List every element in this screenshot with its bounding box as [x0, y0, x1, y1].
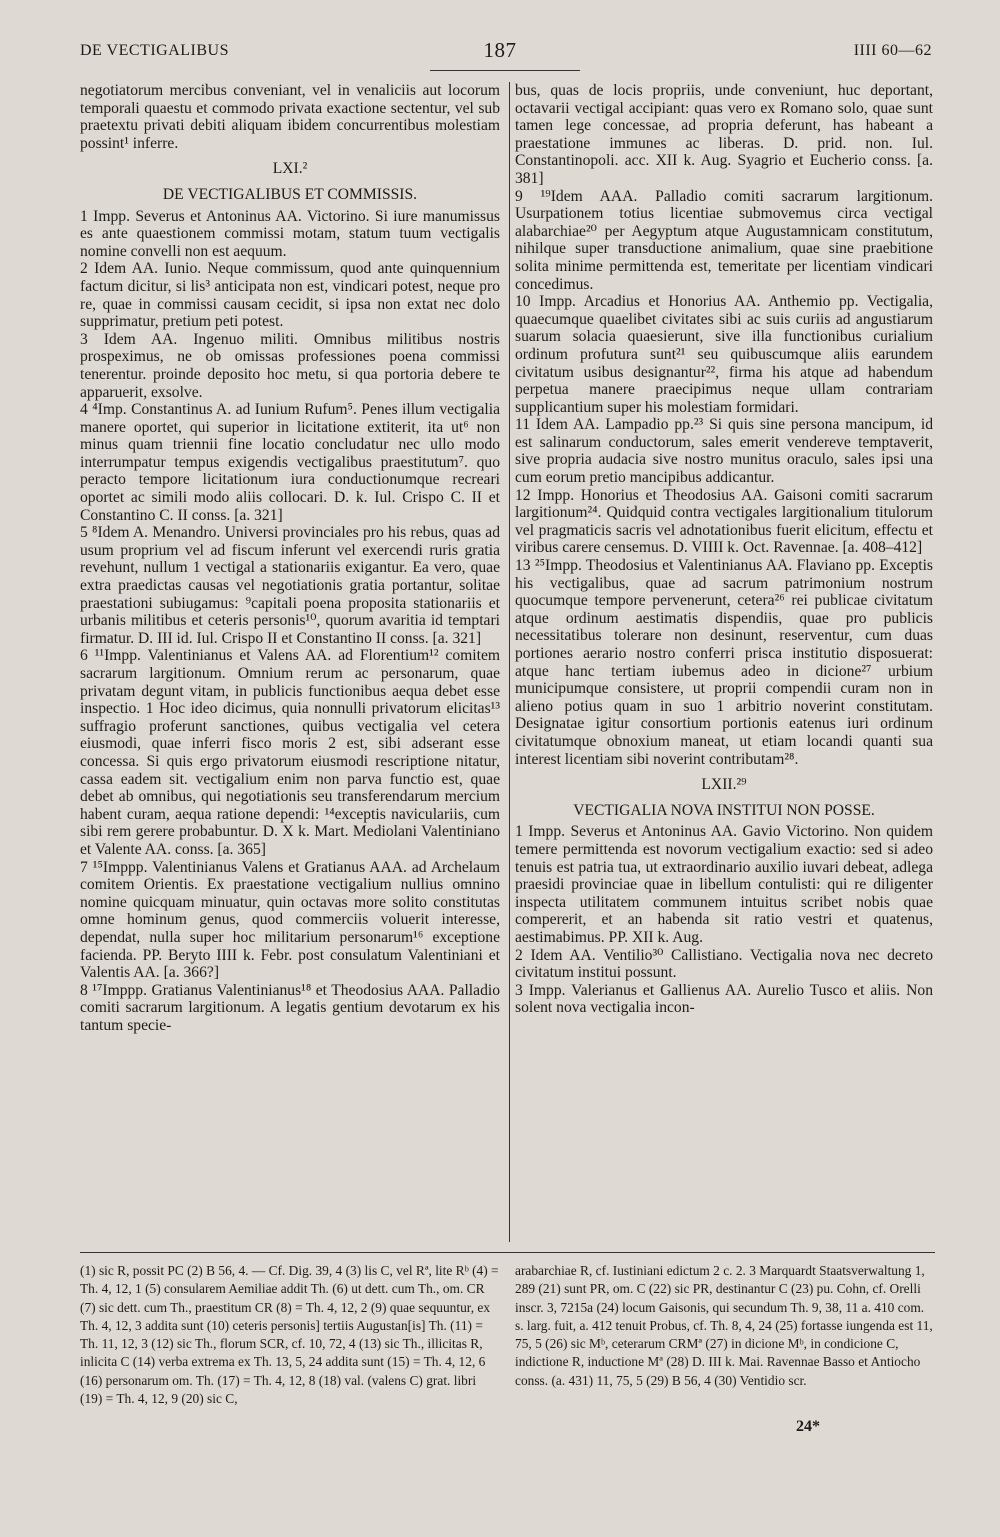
footnotes-left	[80, 1262, 500, 1408]
column-divider	[509, 82, 510, 1242]
paragraph: 10 Impp. Arcadius et Honorius AA. Anthemio pp. Vectigalia, quaecumque quaelibet civitates sibi ac suis curiis ad angustiarum suarum solacia quaesierunt, sive illa functionibus curialium ordinum profutura sunt²¹ seu quibuscumque aliis earundem civitatum usibus designantur²², firma his atque ad habendum perpetua manere praecipimus neque ullam contrariam supplicantium super his molestiam formidari.	[515, 293, 933, 416]
footnote-text: (1) sic R, possit PC (2) B 56, 4. — Cf. Dig. 39, 4 (3) lis C, vel Rª, lite Rᵇ (4) = Th. 4, 12, 1 (5) consularem Aemiliae addit Th. (6) ut dett. cum Th., om. CR (7) sic dett. cum Th., praestitum CR (8) = Th. 4, 12, 2 (9) quae sequuntur, ex Th. 4, 12, 3 addita sunt (10) ceteris personis] tertiis Augustan[is] Th. (11) = Th. 11, 12, 3 (12) sic Th., florum SCR, cf. 10, 72, 4 (13) sic Th., illicitas R, inlicita C (14) verba extrema ex Th. 13, 5, 24 addita sunt (15) = Th. 4, 12, 6 (16) personarum om. Th. (17) = Th. 4, 12, 8 (18) val. (valens C) grat. libri (19) = Th. 4, 12, 9 (20) sic C,	[80, 1263, 499, 1407]
paragraph: negotiatorum mercibus conveniant, vel in venaliciis aut locorum temporali quaestu et commodo privata exactione sectentur, vel sub praetextu privati debiti aliquam ibidem concurrentibus molestiam possint¹ inferre.	[80, 82, 500, 152]
paragraph: 11 Idem AA. Lampadio pp.²³ Si quis sine persona mancipum, id est salinarum conductorum, sales emerit vendereve temptaverit, sive propria audacia sive nostro munitus oraculo, sales ipsi una cum eorum pretio mancipibus addicantur.	[515, 416, 933, 487]
section-heading: LXI.²	[272, 160, 308, 178]
paragraph: 3 Impp. Valerianus et Gallienus AA. Aurelio Tusco et aliis. Non solent nova vectigalia incon-	[515, 981, 933, 1017]
paragraph: 2 Idem AA. Iunio. Neque commissum, quod ante quinquennium factum dicitur, si lis³ anticipata non est, vindicari potest, neque pro re, quae in commissi causam cecidit, si ipsa non extat nec dolo supprimatur, pretium peti potest.	[80, 260, 500, 331]
paragraph: 1 Impp. Severus et Antoninus AA. Victorino. Si iure manumissus es ante quaestionem commissi motam, statum tuum vectigalis nomine convelli non est aequum.	[80, 207, 500, 260]
footnote-rule	[80, 1252, 935, 1253]
header-rule	[430, 70, 580, 71]
paragraph: 12 Impp. Honorius et Theodosius AA. Gaisoni comiti sacrarum largitionum²⁴. Quidquid contra vectigales largitionalium titulorum vel pragmaticis sacris vel adnotationibus fuerit elicitum, effectu et viribus carere censemus. D. VIIII k. Oct. Ravennae. [a. 408–412]	[515, 486, 933, 557]
running-head-right: IIII 60—62	[853, 42, 932, 59]
paragraph: 6 ¹¹Impp. Valentinianus et Valens AA. ad Florentium¹² comitem sacrarum largitionum. Omnium rerum ac personarum, quae privatam degunt vitam, in publicis functionibus aequa debet esse inspectio. 1 Hoc ideo dicimus, quia nonnulli privatorum elicitas¹³ suffragio proferunt sanctiones, quibus vectigalia vel cetera eiusmodi, quae inferri fisco moris 2 est, sibi adserant esse concessa. Si quis ergo privatorum eiusmodi rescriptione nitatur, cassa eadem sit. vectigalium enim non parva functio est, quae debet ab omnibus, qui negotiationis seu transferendarum mercium habent curam, aequa ratione dependi: ¹⁴exceptis naviculariis, cum sibi rem gerere probabuntur. D. X k. Mart. Mediolani Valentiniano et Valente AA. conss. [a. 365]	[80, 647, 500, 858]
footnotes-right	[515, 1262, 933, 1390]
section-heading: LXII.²⁹	[701, 776, 747, 794]
paragraph: 9 ¹⁹Idem AAA. Palladio comiti sacrarum largitionum. Usurpationem totius licentiae submovemus circa vectigal alabarchiae²⁰ per Aegyptum atque Augustamnicam constitutum, nihilque super transductione animalium, quae sine praebitione solita minime permittenda est, temeritate per licentiam vindicari concedimus.	[515, 187, 933, 293]
section-heading: DE VECTIGALIBUS ET COMMISSIS.	[162, 185, 418, 203]
page-number: 187	[483, 38, 517, 62]
right-column	[515, 82, 933, 1017]
paragraph: 1 Impp. Severus et Antoninus AA. Gavio Victorino. Non quidem temere permittenda est novorum vectigalium exactio: sed si adeo tenuis est patria tua, ut extraordinario auxilio iuvari debeat, adlega praesidi provinciae quae in libellum contulisti: qui re diligenter inspecta utilitatem communem intuitus scribet nobis quae compererit, et an habenda sit ratio vestri et quatenus, aestimabimus. PP. XII k. Aug.	[515, 823, 933, 946]
running-head-left: DE VECTIGALIBUS	[80, 42, 229, 59]
paragraph: 13 ²⁵Impp. Theodosius et Valentinianus AA. Flaviano pp. Exceptis his vectigalibus, quae ad sacrum patrimonium nostrum quocumque tempore pervenerunt, cetera²⁶ rei publicae civitatum atque ordinum aestimatis dispendiis, quae pro publicis necessitatibus tolerare non desinunt, reserventur, cum duas portiones aerario nostro conferri prisca institutio disposuerat: atque hanc tertiam iubemus adeo in dicione²⁷ urbium municipumque consistere, ut proprii compendii curam non in alieno potius quam in suo 1 arbitrio noverint constitutam. Designatae igitur consortium portionis eatenus iuri ordinum civitatumque obnoxium maneat, ut etiam locandi quanti sua interest licentiam sibi noverint contributam²⁸.	[515, 557, 933, 768]
paragraph: bus, quas de locis propriis, unde conveniunt, huc deportant, octavarii vectigal accipiant: quas vero ex Romano solo, quae sunt tamen lege concessae, ad propria deferunt, has habeant a praestatione immunes ac liberas. D. prid. non. Iul. Constantinopoli. acc. XII k. Aug. Syagrio et Eucherio conss. [a. 381]	[515, 82, 933, 187]
left-column	[80, 82, 500, 1034]
section-heading: VECTIGALIA NOVA INSTITUI NON POSSE.	[573, 801, 875, 819]
footnote-text: arabarchiae R, cf. Iustiniani edictum 2 c. 2. 3 Marquardt Staatsverwaltung 1, 289 (21) sunt PR, om. C (22) sic PR, destinantur C (23) pu. Cohn, cf. Orelli inscr. 3, 7215a (24) locum Gaisonis, qui secundum Th. 9, 38, 11 a. 410 com. s. larg. fuit, a. 412 tenuit Probus, cf. Th. 8, 4, 24 (25) fortasse iungenda est 11, 75, 5 (26) sic Mᵇ, ceterarum CRMª (27) in dicione Mᵇ, in condicione C, indictione R, inductione Mª (28) D. III k. Mai. Ravennae Basso et Antiocho conss. (a. 431) 11, 75, 5 (29) B 56, 4 (30) Ventidio scr.	[515, 1263, 933, 1388]
signature-mark: 24*	[796, 1418, 820, 1435]
paragraph: 5 ⁸Idem A. Menandro. Universi provinciales pro his rebus, quas ad usum proprium vel ad fiscum inferunt vel exercendi ruris gratia revehunt, nullum 1 vectigal a stationariis exigantur. Ea vero, quae extra praedictas causas vel negotiationis gratia portantur, solitae praestationi subiugamus: ⁹capitali poena proposita stationariis et urbanis militibus et ceteris personis¹⁰, quorum avaritia id temptari firmatur. D. III id. Iul. Crispo II et Constantino II conss. [a. 321]	[80, 524, 500, 647]
paragraph: 3 Idem AA. Ingenuo militi. Omnibus militibus nostris prospeximus, ne ob omissas professiones poena commissi tenerentur. proinde deposito hoc metu, si qua portoria debere te apparuerit, exsolve.	[80, 330, 500, 401]
paragraph: 8 ¹⁷Imppp. Gratianus Valentinianus¹⁸ et Theodosius AAA. Palladio comiti sacrarum largitionum. A legatis gentium devotarum ex his tantum specie-	[80, 981, 500, 1034]
paragraph: 4 ⁴Imp. Constantinus A. ad Iunium Rufum⁵. Penes illum vectigalia manere oportet, qui superior in licitatione extiterit, ita ut⁶ non minus quam triennii fine locatio concludatur nec ullo modo interrumpatur tempus exigendis vectigalibus praestitutum⁷. quo peracto tempore licitationum iura conductionumque recreari oportet ac simili modo aliis collocari. D. k. Iul. Crispo C. II et Constantino C. II conss. [a. 321]	[80, 401, 500, 524]
paragraph: 7 ¹⁵Imppp. Valentinianus Valens et Gratianus AAA. ad Archelaum comitem Orientis. Ex praestatione vectigalium nullius omnino nomine quicquam minuatur, quin octavas more solito constitutas omne hominum genus, quod commerciis voluerit interesse, dependat, nulla super hoc militarium personarum¹⁶ exceptione facienda. PP. Beryto IIII k. Febr. post consulatum Valentiniani et Valentis AA. [a. 366?]	[80, 858, 500, 982]
paragraph: 2 Idem AA. Ventilio³⁰ Callistiano. Vectigalia nova nec decreto civitatum institui possunt.	[515, 946, 933, 982]
